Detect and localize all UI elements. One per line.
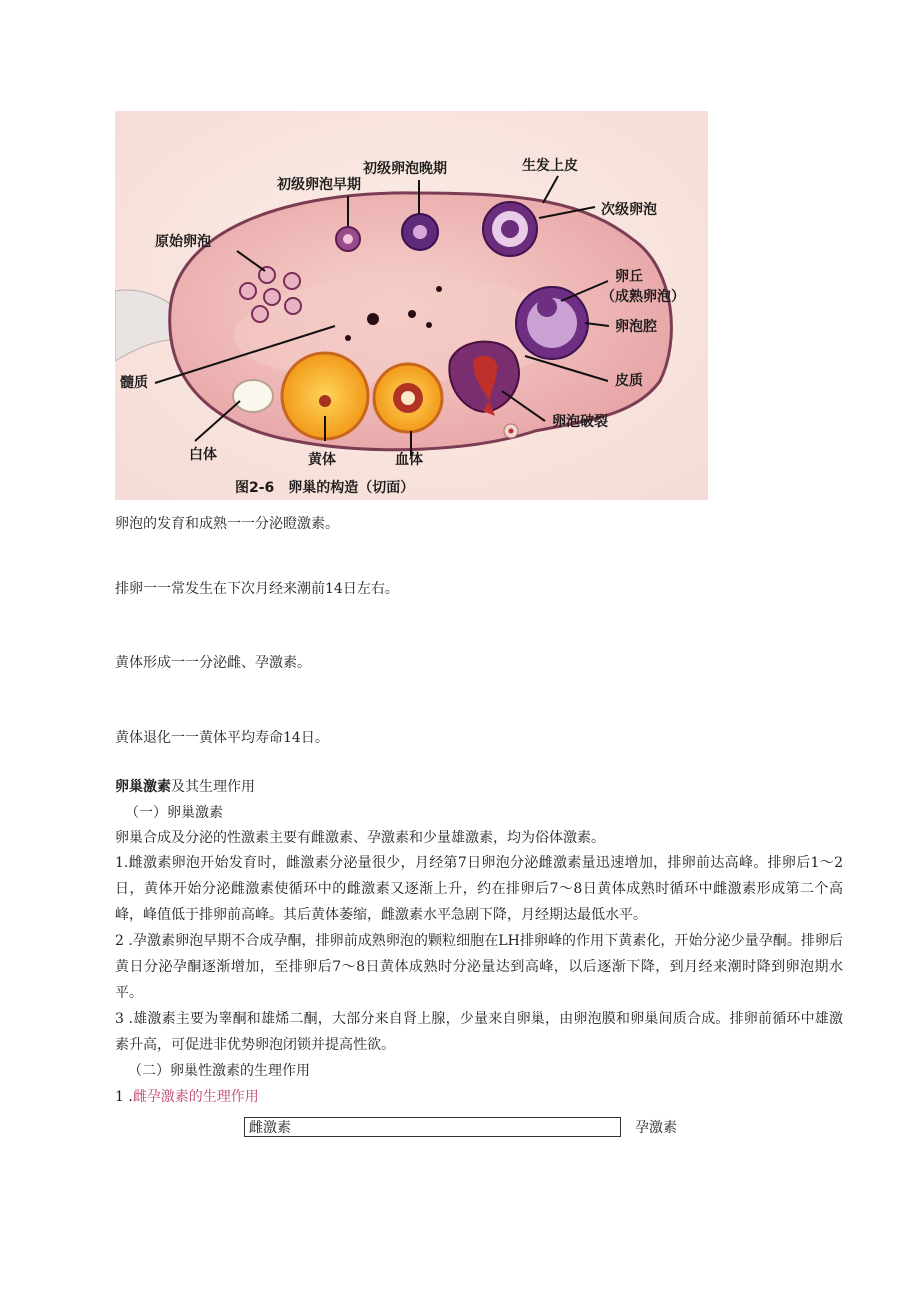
table-header-estrogen: 雌激素: [244, 1117, 621, 1137]
label-secondary: 次级卵泡: [601, 202, 657, 218]
label-luteum: 黄体: [308, 452, 336, 468]
item-1-text: 雌孕激素的生理作用: [132, 1089, 259, 1105]
table-header-progesterone: 孕激素: [635, 1120, 677, 1136]
section-heading: [115, 778, 255, 796]
label-medulla: 髓质: [120, 375, 148, 391]
label-rupture: 卵泡破裂: [552, 414, 608, 430]
heading-bold: 卵巢激素: [115, 779, 171, 795]
item-1: [115, 1088, 259, 1106]
paragraph-estrogen: 1.雌激素卵泡开始发育时，雌激素分泌量很少，月经第7日卵泡分泌雌激素量迅速增加，排卵前达高峰。排卵后1～2日，黄体开始分泌雌激素使循环中的雌激素又逐渐上升，约在排卵后7～8日黄体成熟时循环中雌激素形成第二个高峰，峰值低于排卵前高峰。其后黄体萎缩，雌激素水平急剧下降，月经期达最低水平。: [115, 855, 843, 923]
label-antrum: 卵泡腔: [615, 319, 657, 335]
text-line-3: 黄体形成一一分泌雌、孕激素。: [115, 655, 311, 671]
paragraph-androgen: 3 .雄激素主要为睾酮和雄烯二酮，大部分来自肾上腺，少量来自卵巢，由卵泡膜和卵巢间质合成。排卵前循环中雄激素升高，可促进非优势卵泡闭锁并提高性欲。: [115, 1011, 843, 1053]
label-primordial: 原始卵泡: [155, 234, 211, 250]
label-cumulus: 卵丘: [615, 269, 643, 285]
label-germinal-epithelium: 生发上皮: [522, 158, 578, 174]
text-line-2: 排卵一一常发生在下次月经来潮前14日左右。: [115, 581, 399, 597]
subheading-2: （二）卵巢性激素的生理作用: [128, 1063, 310, 1079]
subheading-1: （一）卵巢激素: [125, 805, 223, 821]
label-mature: （成熟卵泡）: [601, 289, 685, 305]
paragraph-progesterone: 2 .孕激素卵泡早期不合成孕酮，排卵前成熟卵泡的颗粒细胞在LH排卵峰的作用下黄素化，开始分泌少量孕酮。排卵后黄日分泌孕酮逐渐增加，至排卵后7～8日黄体成熟时分泌量达到高峰，以后逐渐下降，到月经来潮时降到卵泡期水平。: [115, 933, 843, 1001]
label-cortex: 皮质: [615, 373, 643, 389]
intro-paragraph: 卵巢合成及分泌的性激素主要有雌激素、孕激素和少量雄激素，均为俗体激素。: [115, 830, 605, 846]
label-primary-late: 初级卵泡晚期: [363, 161, 447, 177]
heading-rest: 及其生理作用: [171, 779, 255, 795]
item-1-number: 1 .: [115, 1089, 133, 1105]
label-albicans: 白体: [189, 447, 217, 463]
text-line-1: 卵泡的发育和成熟一一分泌瞪激素。: [115, 516, 339, 532]
label-primary-early: 初级卵泡早期: [277, 177, 361, 193]
text-line-4: 黄体退化一一黄体平均寿命14日。: [115, 730, 329, 746]
ovary-diagram: [115, 111, 708, 500]
figure-caption: 图2-6 卵巢的构造（切面）: [235, 480, 415, 496]
label-haemorrhagicum: 血体: [395, 452, 423, 468]
